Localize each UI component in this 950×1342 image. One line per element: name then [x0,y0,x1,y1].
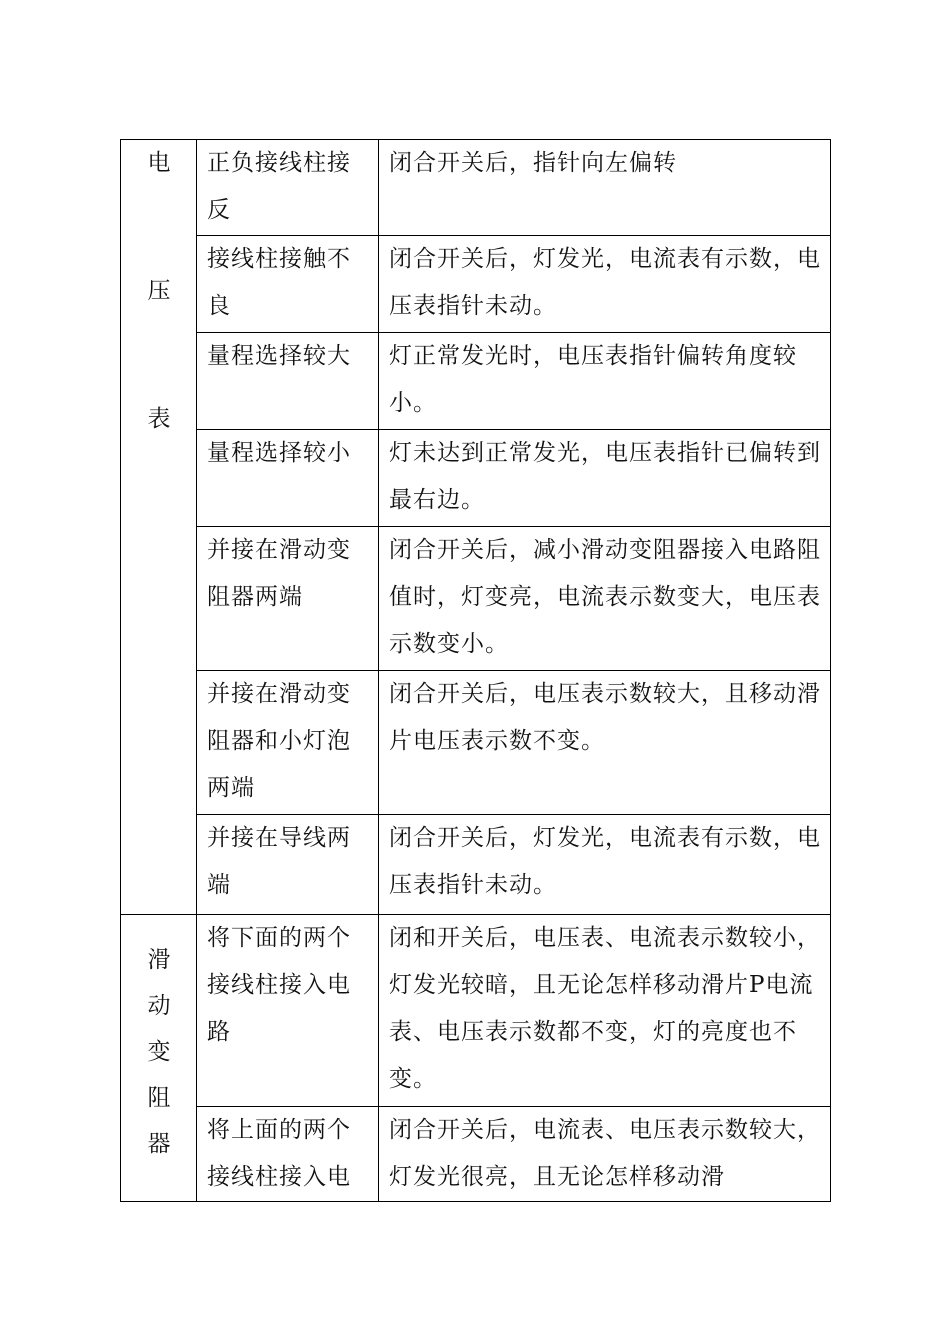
table-row [121,527,831,671]
fault-condition: 并接在导线两端 [197,815,379,915]
table-row [121,671,831,815]
group-label-char: 变 [147,1039,172,1065]
fault-condition: 并接在滑动变阻器和小灯泡两端 [197,671,379,815]
fault-phenomenon: 闭合开关后，灯发光，电流表有示数，电压表指针未动。 [379,236,831,333]
group-label-voltmeter [121,140,197,915]
group-label-char: 表 [147,406,172,432]
fault-condition: 并接在滑动变阻器两端 [197,527,379,671]
fault-phenomenon: 闭合开关后，电压表示数较大，且移动滑片电压表示数不变。 [379,671,831,815]
group-label-char: 动 [147,993,172,1019]
fault-condition: 量程选择较大 [197,333,379,430]
fault-phenomenon: 灯正常发光时，电压表指针偏转角度较小。 [379,333,831,430]
fault-condition: 将上面的两个接线柱接入电 [197,1107,379,1202]
table-row [121,915,831,1107]
group-label-rheostat [121,915,197,1202]
group-label-char: 电 [147,150,172,176]
fault-phenomenon: 闭和开关后，电压表、电流表示数较小，灯发光较暗，且无论怎样移动滑片P电流表、电压表示数都不变，灯的亮度也不变。 [379,915,831,1107]
fault-phenomenon: 闭合开关后，灯发光，电流表有示数，电压表指针未动。 [379,815,831,915]
fault-condition: 量程选择较小 [197,430,379,527]
group-label-char: 压 [147,278,172,304]
group-label-char: 阻 [147,1085,172,1111]
table-row [121,815,831,915]
fault-condition: 接线柱接触不良 [197,236,379,333]
table-row [121,1107,831,1202]
table-row [121,333,831,430]
fault-phenomenon: 闭合开关后，电流表、电压表示数较大，灯发光很亮，且无论怎样移动滑 [379,1107,831,1202]
fault-phenomenon: 灯未达到正常发光，电压表指针已偏转到最右边。 [379,430,831,527]
table-row [121,430,831,527]
table-row [121,236,831,333]
fault-table [120,139,831,1202]
fault-condition: 正负接线柱接反 [197,140,379,236]
fault-phenomenon: 闭合开关后，指针向左偏转 [379,140,831,236]
fault-condition: 将下面的两个接线柱接入电路 [197,915,379,1107]
group-label-char: 器 [147,1131,172,1157]
table-row [121,140,831,236]
fault-phenomenon: 闭合开关后，减小滑动变阻器接入电路阻值时，灯变亮，电流表示数变大，电压表示数变小。 [379,527,831,671]
group-label-char: 滑 [147,947,172,973]
